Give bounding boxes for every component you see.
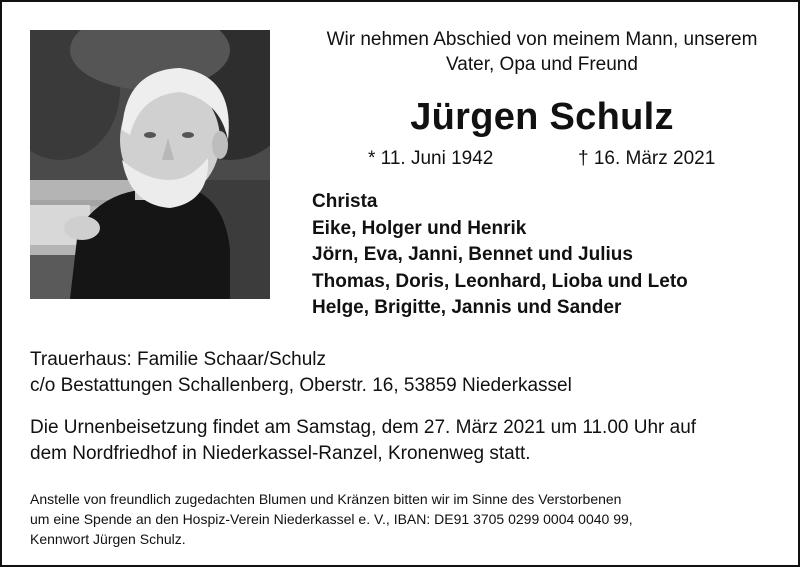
address-line: Trauerhaus: Familie Schaar/Schulz: [30, 349, 327, 370]
burial-announcement: [30, 415, 696, 467]
intro-line: Vater, Opa und Freund: [446, 54, 638, 75]
house-of-mourning-address: [30, 347, 572, 399]
donation-request: [30, 489, 633, 549]
mourner-line: Jörn, Eva, Janni, Bennet und Julius: [312, 244, 633, 265]
intro-text: [302, 27, 782, 77]
death-date: † 16. März 2021: [578, 148, 716, 169]
mourner-line: Helge, Brigitte, Jannis und Sander: [312, 297, 622, 318]
mourner-line: Eike, Holger und Henrik: [312, 217, 527, 239]
portrait-photo: [30, 30, 270, 299]
deceased-name: Jürgen Schulz: [410, 96, 674, 138]
donation-line: Kennwort Jürgen Schulz.: [30, 531, 186, 547]
address-line: c/o Bestattungen Schallenberg, Oberstr. 16, 53859 Niederkassel: [30, 375, 572, 396]
donation-line: Anstelle von freundlich zugedachten Blumen und Kränzen bitten wir im Sinne des Verstorbenen: [30, 491, 622, 507]
mourner-line: Christa: [312, 191, 378, 212]
portrait-image: [30, 30, 270, 299]
burial-line: dem Nordfriedhof in Niederkassel-Ranzel, Kronenweg statt.: [30, 443, 531, 464]
mourner-line: Thomas, Doris, Leonhard, Lioba und Leto: [312, 270, 688, 292]
burial-line: Die Urnenbeisetzung findet am Samstag, dem 27. März 2021 um 11.00 Uhr auf: [30, 417, 697, 438]
donation-line: um eine Spende an den Hospiz-Verein Niederkassel e. V., IBAN: DE91 3705 0299 0004 0040 99,: [30, 511, 633, 527]
mourners-list: [312, 189, 688, 322]
intro-line: Wir nehmen Abschied von meinem Mann, unserem: [326, 29, 758, 50]
birth-date: * 11. Juni 1942: [368, 148, 494, 169]
